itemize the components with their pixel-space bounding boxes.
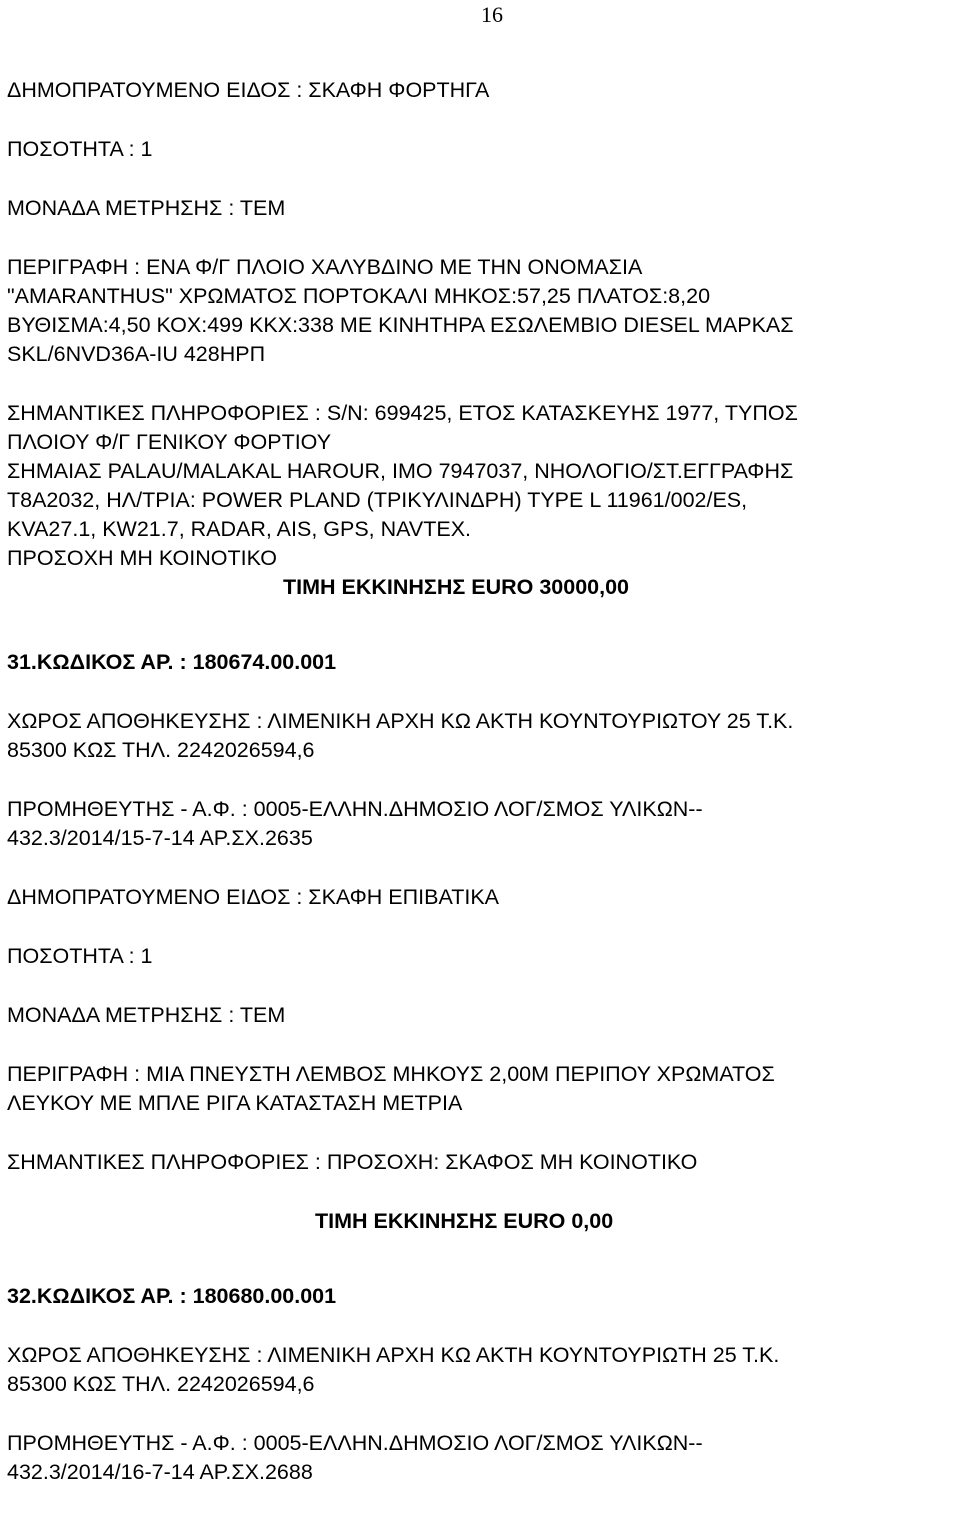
item-unit: ΜΟΝΑΔΑ ΜΕΤΡΗΣΗΣ : ΤΕΜ [7,1003,286,1027]
storage-line: 85300 ΚΩΣ ΤΗΛ. 2242026594,6 [7,1372,315,1396]
storage-line: 85300 ΚΩΣ ΤΗΛ. 2242026594,6 [7,738,315,762]
important-line: ΣΗΜΑΙΑΣ PALAU/MALAKAL HAROUR, IMO 7947037, ΝΗΟΛΟΓΙΟ/ΣΤ.ΕΓΓΡΑΦΗΣ [7,459,794,483]
item-quantity: ΠΟΣΟΤΗΤΑ : 1 [7,137,153,161]
description-line: ΛΕΥΚΟΥ ΜΕ ΜΠΛΕ ΡΙΓΑ ΚΑΤΑΣΤΑΣΗ ΜΕΤΡΙΑ [7,1091,463,1115]
description-line: ΠΕΡΙΓΡΑΦΗ : ΕΝΑ Φ/Γ ΠΛΟΙΟ ΧΑΛΥΒΔΙΝΟ ΜΕ ΤΗΝ ΟΝΟΜΑΣΙΑ [7,255,643,279]
item-quantity: ΠΟΣΟΤΗΤΑ : 1 [7,944,153,968]
description-line: ΒΥΘΙΣΜΑ:4,50 ΚΟΧ:499 ΚΚΧ:338 ΜΕ ΚΙΝΗΤΗΡΑ ΕΣΩΛΕΜΒΙΟ DIESEL ΜΑΡΚΑΣ [7,313,794,337]
supplier [7,795,952,853]
description-line: ΠΕΡΙΓΡΑΦΗ : ΜΙΑ ΠΝΕΥΣΤΗ ΛΕΜΒΟΣ ΜΗΚΟΥΣ 2,00Μ ΠΕΡΙΠΟΥ ΧΡΩΜΑΤΟΣ [7,1062,775,1086]
document-body [7,76,952,1487]
important-line: ΠΡΟΣΟΧΗ ΜΗ ΚΟΙΝΟΤΙΚΟ [7,546,277,570]
supplier-line: ΠΡΟΜΗΘΕΥΤΗΣ - Α.Φ. : 0005-ΕΛΛΗΝ.ΔΗΜΟΣΙΟ ΛΟΓ/ΣΜΟΣ ΥΛΙΚΩΝ-- [7,797,703,821]
description-line: "AMARANTHUS" ΧΡΩΜΑΤΟΣ ΠΟΡΤΟΚΑΛΙ ΜΗΚΟΣ:57,25 ΠΛΑΤΟΣ:8,20 [7,284,711,308]
storage-line: ΧΩΡΟΣ ΑΠΟΘΗΚΕΥΣΗΣ : ΛΙΜΕΝΙΚΗ ΑΡΧΗ ΚΩ ΑΚΤΗ ΚΟΥΝΤΟΥΡΙΩΤΟΥ 25 Τ.Κ. [7,709,794,733]
supplier-line: 432.3/2014/15-7-14 ΑΡ.ΣΧ.2635 [7,826,313,850]
starting-price: ΤΙΜΗ ΕΚΚΙΝΗΣΗΣ EURO 30000,00 [283,575,630,599]
important-line: KVA27.1, KW21.7, RADAR, AIS, GPS, NAVTEX. [7,517,472,541]
storage-line: ΧΩΡΟΣ ΑΠΟΘΗΚΕΥΣΗΣ : ΛΙΜΕΝΙΚΗ ΑΡΧΗ ΚΩ ΑΚΤΗ ΚΟΥΝΤΟΥΡΙΩΤΗ 25 Τ.Κ. [7,1343,780,1367]
supplier-line: ΠΡΟΜΗΘΕΥΤΗΣ - Α.Φ. : 0005-ΕΛΛΗΝ.ΔΗΜΟΣΙΟ ΛΟΓ/ΣΜΟΣ ΥΛΙΚΩΝ-- [7,1431,703,1455]
item-description [7,1060,952,1118]
item-type: ΔΗΜΟΠΡΑΤΟΥΜΕΝΟ ΕΙΔΟΣ : ΣΚΑΦΗ ΦΟΡΤΗΓΑ [7,78,490,102]
important-line: ΠΛΟΙΟΥ Φ/Γ ΓΕΝΙΚΟΥ ΦΟΡΤΙΟΥ [7,430,332,454]
description-line: SKL/6NVD36A-IU 428HPΠ [7,342,266,366]
storage-location [7,1341,952,1399]
item-important-info: ΣΗΜΑΝΤΙΚΕΣ ΠΛΗΡΟΦΟΡΙΕΣ : ΠΡΟΣΟΧΗ: ΣΚΑΦΟΣ ΜΗ ΚΟΙΝΟΤΙΚΟ [7,1150,698,1174]
item-description [7,253,952,369]
important-line: ΣΗΜΑΝΤΙΚΕΣ ΠΛΗΡΟΦΟΡΙΕΣ : S/N: 699425, ΕΤΟΣ ΚΑΤΑΣΚΕΥΗΣ 1977, ΤΥΠΟΣ [7,401,798,425]
starting-price: ΤΙΜΗ ΕΚΚΙΝΗΣΗΣ EURO 0,00 [315,1209,614,1233]
item-code: 32.ΚΩΔΙΚΟΣ ΑΡ. : 180680.00.001 [7,1284,337,1308]
page-number: 16 [481,2,503,27]
supplier [7,1429,952,1487]
item-unit: ΜΟΝΑΔΑ ΜΕΤΡΗΣΗΣ : ΤΕΜ [7,196,286,220]
item-important-info [7,399,952,573]
important-line: T8A2032, ΗΛ/ΤΡΙΑ: POWER PLAND (ΤΡΙΚΥΛΙΝΔΡΗ) TYPE L 11961/002/ES, [7,488,748,512]
storage-location [7,707,952,765]
item-code: 31.ΚΩΔΙΚΟΣ ΑΡ. : 180674.00.001 [7,650,337,674]
item-type: ΔΗΜΟΠΡΑΤΟΥΜΕΝΟ ΕΙΔΟΣ : ΣΚΑΦΗ ΕΠΙΒΑΤΙΚΑ [7,885,500,909]
supplier-line: 432.3/2014/16-7-14 ΑΡ.ΣΧ.2688 [7,1460,313,1484]
